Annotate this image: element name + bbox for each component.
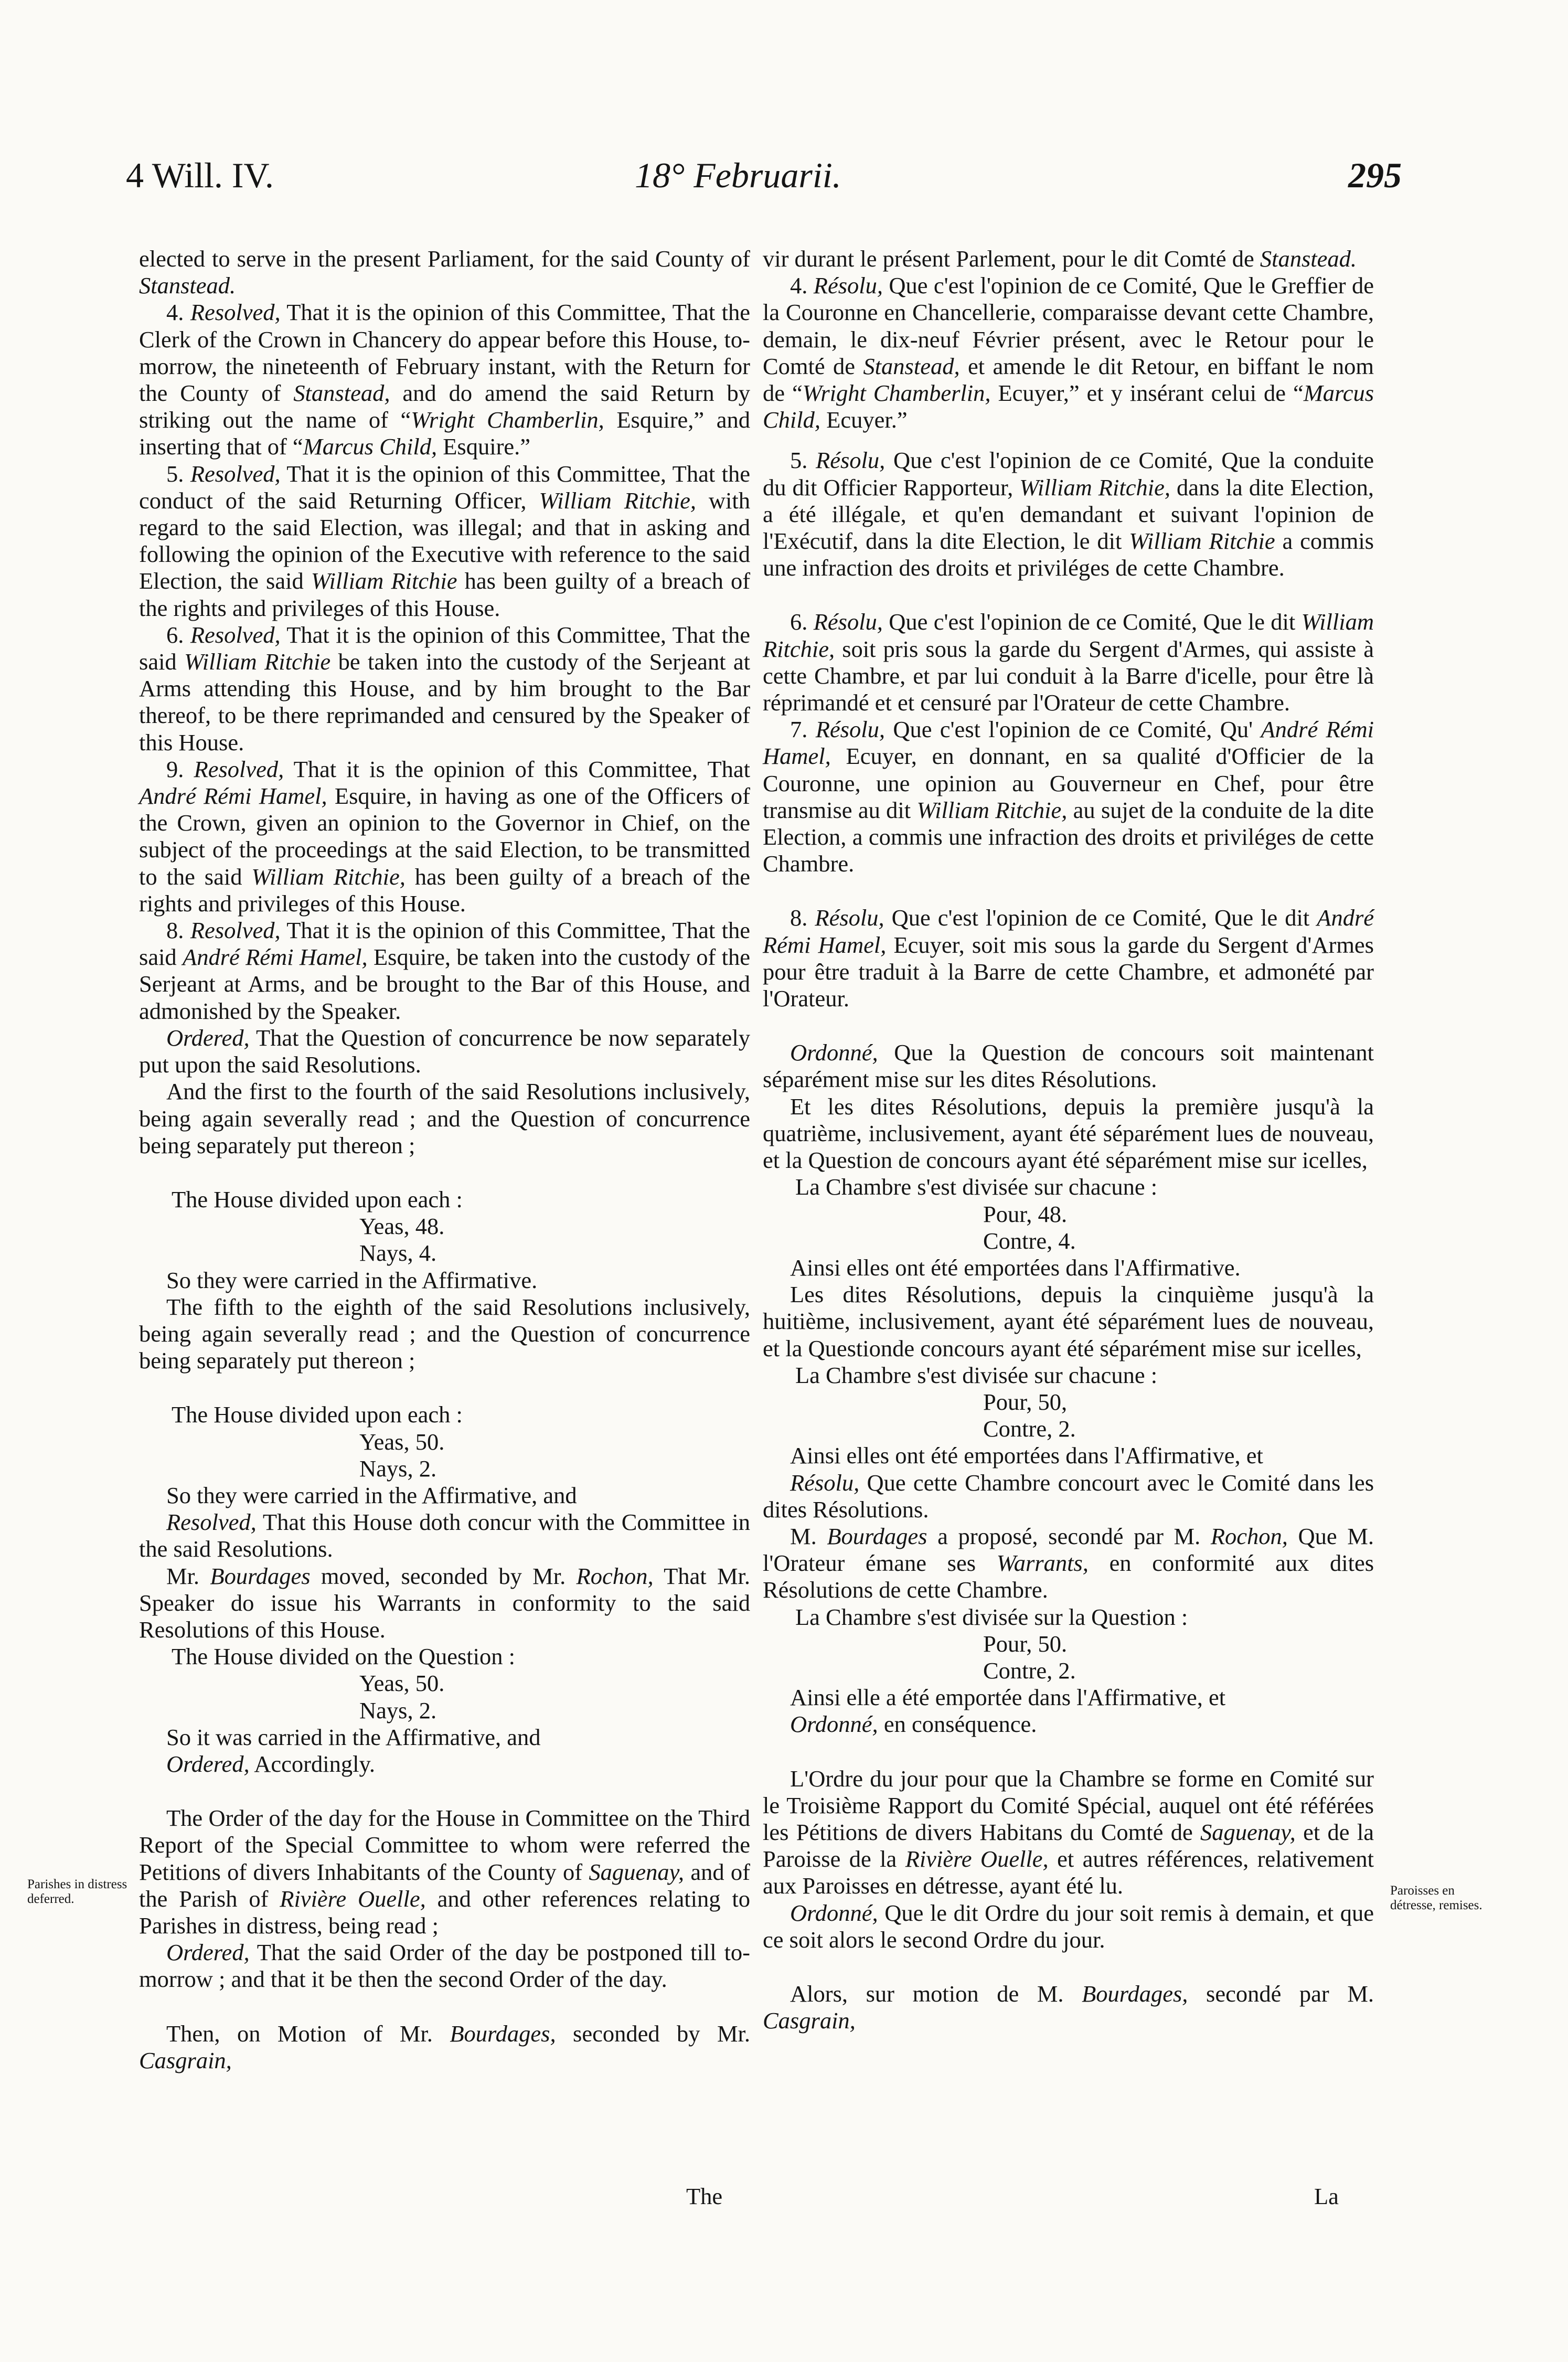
pour-1: Pour, 48.	[983, 1200, 1068, 1227]
order-postponed: Ordered, That the said Order of the day be postponed till to-morrow ; and that it be then the second Order of the day.	[139, 1939, 750, 1993]
order-concurrence: Ordered, That the Question of concurrence be now separately put upon the said Resolutions.	[139, 1024, 750, 1078]
nays-1: Nays, 4.	[359, 1240, 437, 1267]
french-column	[763, 246, 1374, 2034]
resolution-7: 9. Resolved, That it is the opinion of this Committee, That André Rémi Hamel, Esquire, in having as one of the Officers of the Crown, given an opinion to the Governor in Chief, on the subject of the proceedings at the said Election, to be transmitted to the said William Ritchie, has been guilty of a breach of the rights and privileges of this House.	[139, 756, 751, 917]
division-fr-1: La Chambre s'est divisée sur chacune :	[795, 1174, 1158, 1200]
session-header: 4 Will. IV.	[126, 155, 274, 195]
paragraph-county: elected to serve in the present Parliament, for the said County of Stanstead.	[139, 246, 750, 299]
emportees-2: Ainsi elles ont été emportées dans l'Affirmative, et	[790, 1442, 1263, 1469]
nays-3: Nays, 2.	[359, 1697, 437, 1723]
pour-3: Pour, 50.	[983, 1630, 1068, 1657]
carried-2: So they were carried in the Affirmative, and	[166, 1482, 577, 1508]
premiere-a-quatrieme: Et les dites Résolutions, depuis la première jusqu'à la quatrième, inclusivement, ayant été séparément lues de nouveau, et la Question de concours ayant été séparément mise sur icelles,	[763, 1093, 1374, 1174]
resolution-6: 6. Resolved, That it is the opinion of this Committee, That the said William Ritchie be taken into the custody of the Serjeant at Arms attending this House, and by him brought to the Bar thereof, to be there reprimanded and censured by the Speaker of this House.	[139, 621, 751, 756]
then-motion: Then, on Motion of Mr. Bourdages, seconded by Mr. Casgrain,	[139, 2020, 751, 2073]
resolu-5: 5. Résolu, Que c'est l'opinion de ce Comité, Que la conduite du dit Officier Rapporteur, William Ritchie, dans la dite Election, a été illégale, et qu'en demandant et suivant l'opinion de l'Exécutif, dans la dite Election, le dit William Ritchie a commis une infraction des droits et priviléges de cette Chambre.	[763, 447, 1374, 581]
ordered-accordingly: Ordered, Accordingly.	[166, 1750, 375, 1777]
cinquieme-a-huitieme: Les dites Résolutions, depuis la cinquième jusqu'à la huitième, inclusivement, ayant été séparément lues de nouveau, et la Questionde concours ayant été séparément mise sur icelles,	[763, 1281, 1374, 1361]
motion-warrants: Mr. Bourdages moved, seconded by Mr. Rochon, That Mr. Speaker do issue his Warrants in conformity to the said Resolutions of this House.	[139, 1562, 751, 1643]
alors-motion: Alors, sur motion de M. Bourdages, secondé par M. Casgrain,	[763, 1980, 1374, 2034]
contre-3: Contre, 2.	[983, 1657, 1076, 1684]
page-number: 295	[1348, 155, 1402, 195]
yeas-1: Yeas, 48.	[359, 1213, 445, 1240]
division-fr-3: La Chambre s'est divisée sur la Question :	[795, 1603, 1188, 1630]
yeas-2: Yeas, 50.	[359, 1428, 445, 1455]
division-3: The House divided on the Question :	[172, 1643, 516, 1670]
division-fr-2: La Chambre s'est divisée sur chacune :	[795, 1361, 1158, 1388]
contre-2: Contre, 2.	[983, 1416, 1076, 1442]
date-header: 18° Februarii.	[635, 155, 841, 195]
resolu-8: 8. Résolu, Que c'est l'opinion de ce Comité, Que le dit André Rémi Hamel, Ecuyer, soit mis sous la garde du Sergent d'Armes pour être traduit à la Barre de cette Chambre, et admonété par l'Orateur.	[763, 905, 1374, 1012]
resolu-6: 6. Résolu, Que c'est l'opinion de ce Comité, Que le dit William Ritchie, soit pris sous la garde du Sergent d'Armes, qui assiste à cette Chambre, et par lui conduit à la Barre d'icelle, pour être là réprimandé et et censuré par l'Orateur de cette Chambre.	[763, 609, 1374, 716]
carried-1: So they were carried in the Affirmative.	[166, 1267, 538, 1293]
ordre-remis: Ordonné, Que le dit Ordre du jour soit remis à demain, et que ce soit alors le second Ordre du jour.	[763, 1899, 1374, 1953]
ordonne-concours: Ordonné, Que la Question de concours soit maintenant séparément mise sur les dites Résolutions.	[763, 1039, 1374, 1093]
english-column	[139, 246, 750, 2074]
first-to-fourth: And the first to the fourth of the said Resolutions inclusively, being again severally read ; and the Question of concurrence being separately put thereon ;	[139, 1078, 750, 1158]
paragraphe-comte: vir durant le présent Parlement, pour le dit Comté de Stanstead.	[763, 246, 1357, 272]
resolved-concur: Resolved, That this House doth concur with the Committee in the said Resolutions.	[139, 1509, 750, 1562]
margin-note-french: Paroisses en détresse, remises.	[1390, 1884, 1482, 1912]
resolu-4: 4. Résolu, Que c'est l'opinion de ce Comité, Que le Greffier de la Couronne en Chancellerie, comparaisse devant cette Chambre, demain, le dix-neuf Février présent, avec le Retour pour le Comté de Stanstead, et amende le dit Retour, en biffant le nom de “Wright Chamberlin, Ecuyer,” et y insérant celui de “Marcus Child, Ecuyer.”	[763, 272, 1374, 433]
resolu-7: 7. Résolu, Que c'est l'opinion de ce Comité, Qu' André Rémi Hamel, Ecuyer, en donnant, en sa qualité d'Officier de la Couronne, une opinion au Gouverneur en Chef, pour être transmise au dit William Ritchie, au sujet de la conduite de la dite Election, a commis une infraction des droits et priviléges de cette Chambre.	[763, 716, 1374, 877]
carried-3: So it was carried in the Affirmative, and	[166, 1723, 541, 1750]
division-2: The House divided upon each :	[172, 1401, 463, 1428]
catchword-english: The	[686, 2183, 723, 2209]
emportee-3: Ainsi elle a été emportée dans l'Affirmative, et	[790, 1684, 1226, 1711]
nays-2: Nays, 2.	[359, 1455, 437, 1482]
order-of-day: The Order of the day for the House in Committee on the Third Report of the Special Committee to whom were referred the Petitions of divers Inhabitants of the County of Saguenay, and of the Parish of Rivière Ouelle, and other references relating to Parishes in distress, being read ;	[139, 1805, 750, 1939]
yeas-3: Yeas, 50.	[359, 1670, 445, 1697]
catchword-french: La	[1314, 2183, 1339, 2209]
ordre-du-jour: L'Ordre du jour pour que la Chambre se forme en Comité sur le Troisième Rapport du Comité Spécial, auquel ont été référées les Pétitions de divers Habitans du Comté de Saguenay, et de la Paroisse de la Rivière Ouelle, et autres références, relativement aux Paroisses en détresse, ayant été lu.	[763, 1765, 1374, 1899]
pour-2: Pour, 50,	[983, 1388, 1068, 1415]
motion-warrants-fr: M. Bourdages a proposé, secondé par M. Rochon, Que M. l'Orateur émane ses Warrants, en conformité aux dites Résolutions de cette Chambre.	[763, 1523, 1374, 1603]
contre-1: Contre, 4.	[983, 1227, 1076, 1254]
resolu-concourt: Résolu, Que cette Chambre concourt avec le Comité dans les dites Résolutions.	[763, 1469, 1374, 1523]
resolution-5: 5. Resolved, That it is the opinion of this Committee, That the conduct of the said Returning Officer, William Ritchie, with regard to the said Election, was illegal; and that in asking and following the opinion of the Executive with reference to the said Election, the said William Ritchie has been guilty of a breach of the rights and privileges of this House.	[139, 460, 751, 621]
resolution-4: 4. Resolved, That it is the opinion of this Committee, That the Clerk of the Crown in Chancery do appear before this House, to-morrow, the nineteenth of February instant, with the Return for the County of Stanstead, and do amend the said Return by striking out the name of “Wright Chamberlin, Esquire,” and inserting that of “Marcus Child, Esquire.”	[139, 299, 751, 460]
division-1: The House divided upon each :	[172, 1186, 463, 1212]
resolution-8: 8. Resolved, That it is the opinion of this Committee, That the said André Rémi Hamel, Esquire, be taken into the custody of the Serjeant at Arms, and be brought to the Bar of this House, and admonished by the Speaker.	[139, 917, 751, 1024]
fifth-to-eighth: The fifth to the eighth of the said Resolutions inclusively, being again severally read ; and the Question of concurrence being separately put thereon ;	[139, 1293, 750, 1374]
margin-note-english: Parishes in distress deferred.	[27, 1877, 127, 1906]
emportees-1: Ainsi elles ont été emportées dans l'Affirmative.	[790, 1254, 1241, 1281]
ordonne-consequence: Ordonné, en conséquence.	[790, 1711, 1037, 1738]
